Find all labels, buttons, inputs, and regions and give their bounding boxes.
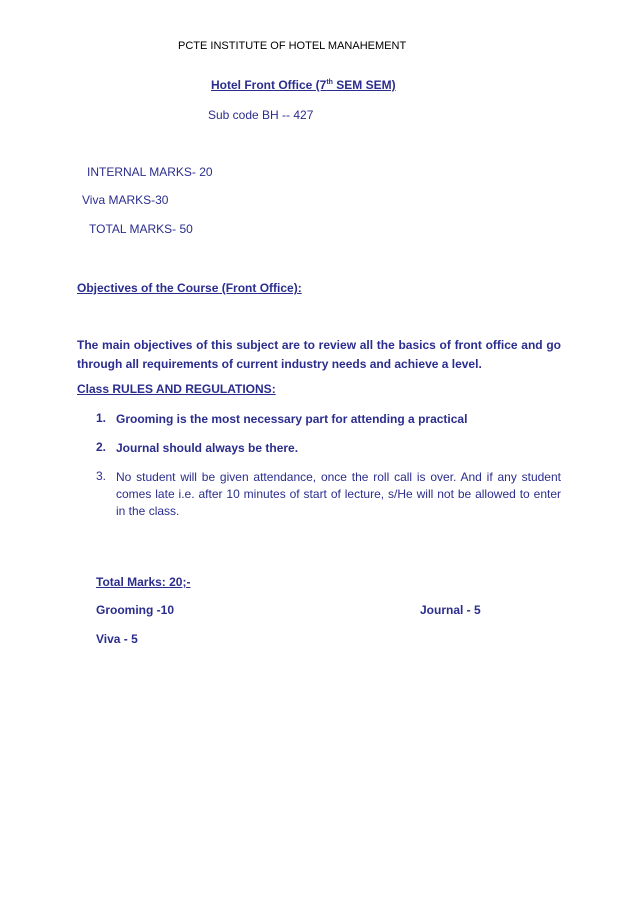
subject-code: Sub code BH -- 427 — [208, 108, 314, 122]
rule-text: Grooming is the most necessary part for attending a practical — [116, 412, 468, 426]
institute-name: PCTE INSTITUTE OF HOTEL MANAHEMENT — [178, 40, 407, 52]
rule-number: 2. — [96, 440, 107, 454]
total-marks-line: TOTAL MARKS- 50 — [89, 222, 193, 236]
course-title — [211, 78, 396, 92]
rule-text: No student will be given attendance, once the roll call is over. And if any student comes late i.e. after 10 minutes of start of lecture, s/He will not be allowed to enter in the class. — [116, 470, 561, 518]
journal-marks: Journal - 5 — [420, 603, 481, 617]
viva-marks-breakdown: Viva - 5 — [96, 632, 138, 646]
course-title-text: Hotel Front Office (7 — [211, 78, 327, 92]
rule-text: Journal should always be there. — [116, 441, 299, 455]
course-title-suffix: SEM SEM) — [332, 78, 396, 92]
grooming-marks: Grooming -10 — [96, 603, 175, 617]
objectives-body: The main objectives of this subject are to review all the basics of front office and go through all requirements of current industry needs and achieve a level. — [77, 338, 561, 371]
course-title-superscript: th — [326, 79, 333, 86]
total-marks-heading: Total Marks: 20;- — [96, 575, 191, 589]
objectives-heading: Objectives of the Course (Front Office): — [77, 281, 302, 295]
rules-heading: Class RULES AND REGULATIONS: — [77, 382, 276, 396]
rule-number: 3. — [96, 469, 107, 483]
internal-marks: INTERNAL MARKS- 20 — [87, 165, 213, 179]
viva-marks: Viva MARKS-30 — [82, 193, 169, 207]
rule-number: 1. — [96, 411, 107, 425]
